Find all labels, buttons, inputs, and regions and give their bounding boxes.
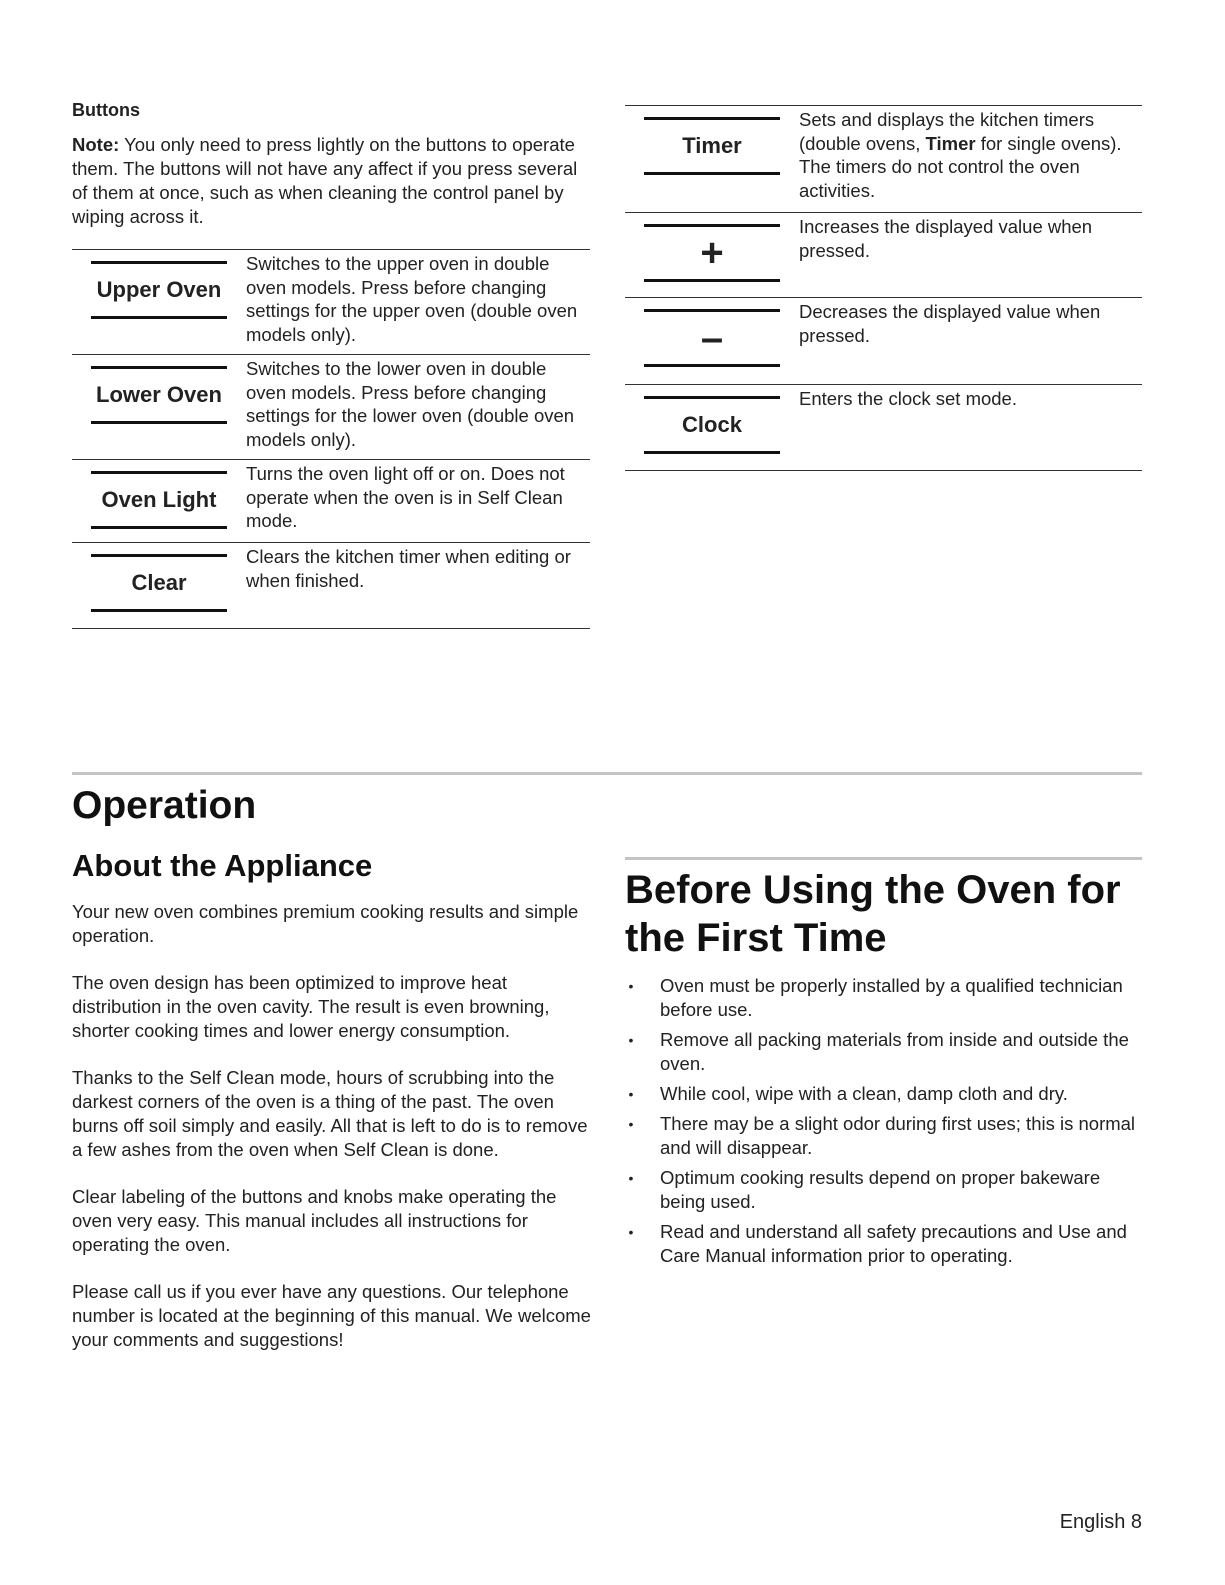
about-paragraph: Thanks to the Self Clean mode, hours of scrubbing into the darkest corners of the oven is a thing of the past. The oven burns off soil simply and easily. All that is left to do is to remove a few ashes from the oven when Self Clean is done. — [72, 1067, 588, 1160]
key-bar-top — [91, 554, 227, 557]
clear-label: Clear — [131, 570, 187, 595]
buttons-section — [72, 100, 590, 629]
timer-desc-bold: Timer — [925, 132, 976, 154]
key-bar-bottom — [644, 279, 780, 282]
timer-description — [799, 106, 1142, 212]
bullet-icon: • — [628, 1116, 634, 1132]
button-row-upper-oven — [72, 250, 590, 355]
oven-light-key — [72, 460, 246, 542]
clock-description: Enters the clock set mode. — [799, 388, 1017, 409]
timer-label: Timer — [682, 133, 742, 158]
bullet-icon: • — [628, 1086, 634, 1102]
clear-key — [72, 543, 246, 628]
minus-icon: – — [700, 316, 724, 360]
key-bar-top — [644, 117, 780, 120]
clock-label: Clock — [682, 412, 742, 437]
upper-oven-label: Upper Oven — [96, 277, 222, 302]
section-divider — [625, 857, 1142, 860]
timer-desc-part1: Sets and displays the kitchen timers (double ovens, — [799, 109, 1095, 154]
upper-oven-key — [72, 250, 246, 354]
key-bar-top — [91, 261, 227, 264]
about-paragraph: Please call us if you ever have any questions. Our telephone number is located at the beginning of this manual. We welcome your comments and suggestions! — [72, 1281, 591, 1350]
right-button-table — [625, 105, 1142, 471]
timer-desc-part2: for single ovens). The timers do not control the oven activities. — [799, 132, 1122, 201]
plus-key — [625, 213, 799, 297]
key-bar-bottom — [91, 526, 227, 529]
about-heading: About the Appliance — [72, 848, 373, 883]
clock-key — [625, 385, 799, 470]
button-row-clear — [72, 543, 590, 629]
list-item — [625, 1082, 1142, 1106]
button-row-minus — [625, 298, 1142, 385]
oven-light-label: Oven Light — [101, 487, 217, 512]
timer-key — [625, 106, 799, 212]
button-row-timer — [625, 106, 1142, 213]
key-bar-top — [644, 224, 780, 227]
key-bar-top — [644, 396, 780, 399]
list-item-text: There may be a slight odor during first uses; this is normal and will disappear. — [660, 1113, 1136, 1158]
key-bar-bottom — [644, 451, 780, 454]
lower-oven-label: Lower Oven — [96, 382, 222, 407]
lower-oven-key — [72, 355, 246, 459]
list-item-text: Read and understand all safety precautions and Use and Care Manual information prior to operating. — [660, 1221, 1127, 1266]
list-item — [625, 1166, 1142, 1214]
buttons-note — [72, 133, 590, 229]
lower-oven-description: Switches to the lower oven in double oven models. Press before changing settings for the lower oven (double oven models only). — [246, 358, 575, 450]
about-paragraph: Your new oven combines premium cooking results and simple operation. — [72, 901, 579, 946]
about-body — [72, 900, 592, 1375]
page-number: English 8 — [1059, 1511, 1142, 1533]
minus-key — [625, 298, 799, 384]
before-first-use-list — [625, 974, 1142, 1274]
list-item-text: While cool, wipe with a clean, damp cloth and dry. — [660, 1083, 1068, 1104]
about-paragraph: The oven design has been optimized to improve heat distribution in the oven cavity. The result is even browning, shorter cooking times and lower energy consumption. — [72, 972, 550, 1041]
list-item — [625, 974, 1142, 1022]
list-item-text: Oven must be properly installed by a qualified technician before use. — [660, 975, 1123, 1020]
list-item-text: Optimum cooking results depend on proper bakeware being used. — [660, 1167, 1101, 1212]
note-label: Note: — [72, 134, 120, 155]
before-first-use-heading: Before Using the Oven for the First Time — [625, 868, 1121, 960]
operation-title: Operation — [72, 784, 257, 827]
button-row-lower-oven — [72, 355, 590, 460]
note-text: You only need to press lightly on the buttons to operate them. The buttons will not have any affect if you press several of them at once, such as when cleaning the control panel by wiping across it. — [72, 134, 578, 227]
clear-description: Clears the kitchen timer when editing or when finished. — [246, 546, 571, 591]
bullet-icon: • — [628, 978, 634, 994]
key-bar-top — [644, 309, 780, 312]
list-item — [625, 1028, 1142, 1076]
key-bar-bottom — [644, 364, 780, 367]
list-item — [625, 1220, 1142, 1268]
key-bar-bottom — [91, 421, 227, 424]
bullet-icon: • — [628, 1170, 634, 1186]
list-item-text: Remove all packing materials from inside and outside the oven. — [660, 1029, 1129, 1074]
bullet-icon: • — [628, 1032, 634, 1048]
section-divider — [72, 772, 1142, 775]
buttons-heading: Buttons — [72, 100, 140, 120]
button-row-oven-light — [72, 460, 590, 543]
upper-oven-description: Switches to the upper oven in double oven models. Press before changing settings for the upper oven (double oven models only). — [246, 253, 578, 345]
key-bar-bottom — [91, 609, 227, 612]
left-button-table — [72, 249, 590, 629]
button-row-clock — [625, 385, 1142, 471]
about-paragraph: Clear labeling of the buttons and knobs make operating the oven very easy. This manual includes all instructions for operating the oven. — [72, 1186, 557, 1255]
bullet-icon: • — [628, 1224, 634, 1240]
button-row-plus — [625, 213, 1142, 298]
key-bar-bottom — [644, 172, 780, 175]
list-item — [625, 1112, 1142, 1160]
plus-icon: + — [700, 231, 724, 275]
right-button-table-body — [625, 105, 1142, 471]
key-bar-top — [91, 471, 227, 474]
minus-description: Decreases the displayed value when pressed. — [799, 301, 1101, 346]
plus-description: Increases the displayed value when pressed. — [799, 216, 1093, 261]
key-bar-top — [91, 366, 227, 369]
oven-light-description: Turns the oven light off or on. Does not operate when the oven is in Self Clean mode. — [246, 463, 565, 531]
key-bar-bottom — [91, 316, 227, 319]
